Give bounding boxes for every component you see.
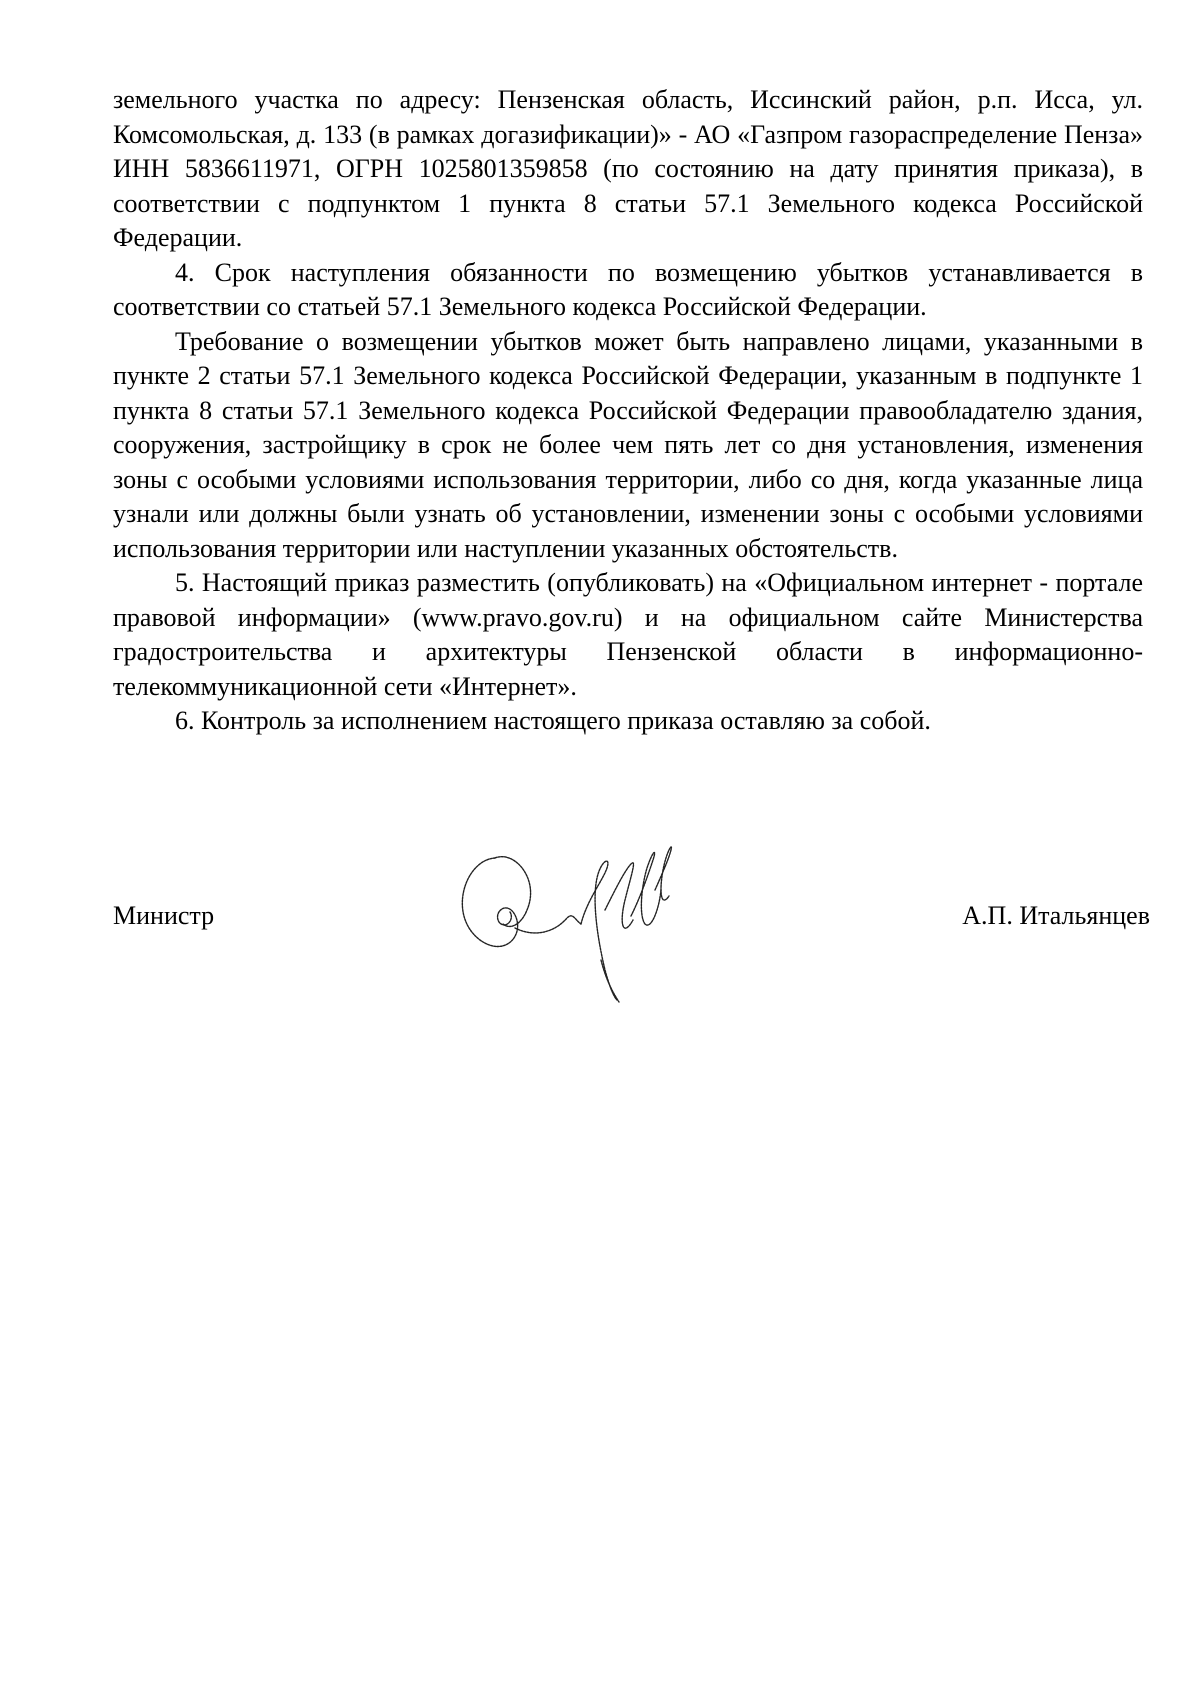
paragraph-item-4: 4. Срок наступления обязанности по возмещению убытков устанавливается в соответствии со статьей 57.1 Земельного кодекса Российской Федерации. — [113, 257, 1143, 321]
signer-name: А.П. Итальянцев — [962, 901, 1150, 930]
document-body — [113, 83, 1143, 739]
signature-block — [0, 820, 1200, 1020]
signer-position: Министр — [113, 901, 215, 930]
handwritten-signature — [455, 820, 725, 1020]
paragraph-item-5: 5. Настоящий приказ разместить (опубликовать) на «Официальном интернет - портале правовой информации» (www.pravo.gov.ru) и на официальном сайте Министерства градостроительства и архитектуры Пензенской области в информационно-телекоммуникационной сети «Интернет». — [113, 568, 1143, 701]
paragraph-continuation: земельного участка по адресу: Пензенская область, Иссинский район, р.п. Исса, ул. Комсомольская, д. 133 (в рамках догазификации)» - АО «Газпром газораспределение Пенза» ИНН 5836611971, ОГРН 1025801359858 (по состоянию на дату принятия приказа), в соответствии с подпунктом 1 пункта 8 статьи 57.1 Земельного кодекса Российской Федерации. — [113, 85, 1143, 252]
paragraph-item-6: 6. Контроль за исполнением настоящего приказа оставляю за собой. — [175, 706, 931, 735]
paragraph-compensation-claim: Требование о возмещении убытков может быть направлено лицами, указанными в пункте 2 статьи 57.1 Земельного кодекса Российской Федерации, указанным в подпункте 1 пункта 8 статьи 57.1 Земельного кодекса Российской Федерации правообладателю здания, сооружения, застройщику в срок не более чем пять лет со дня установления, изменения зоны с особыми условиями использования территории, либо со дня, когда указанные лица узнали или должны были узнать об установлении, изменении зоны с особыми условиями использования территории или наступлении указанных обстоятельств. — [113, 326, 1143, 563]
